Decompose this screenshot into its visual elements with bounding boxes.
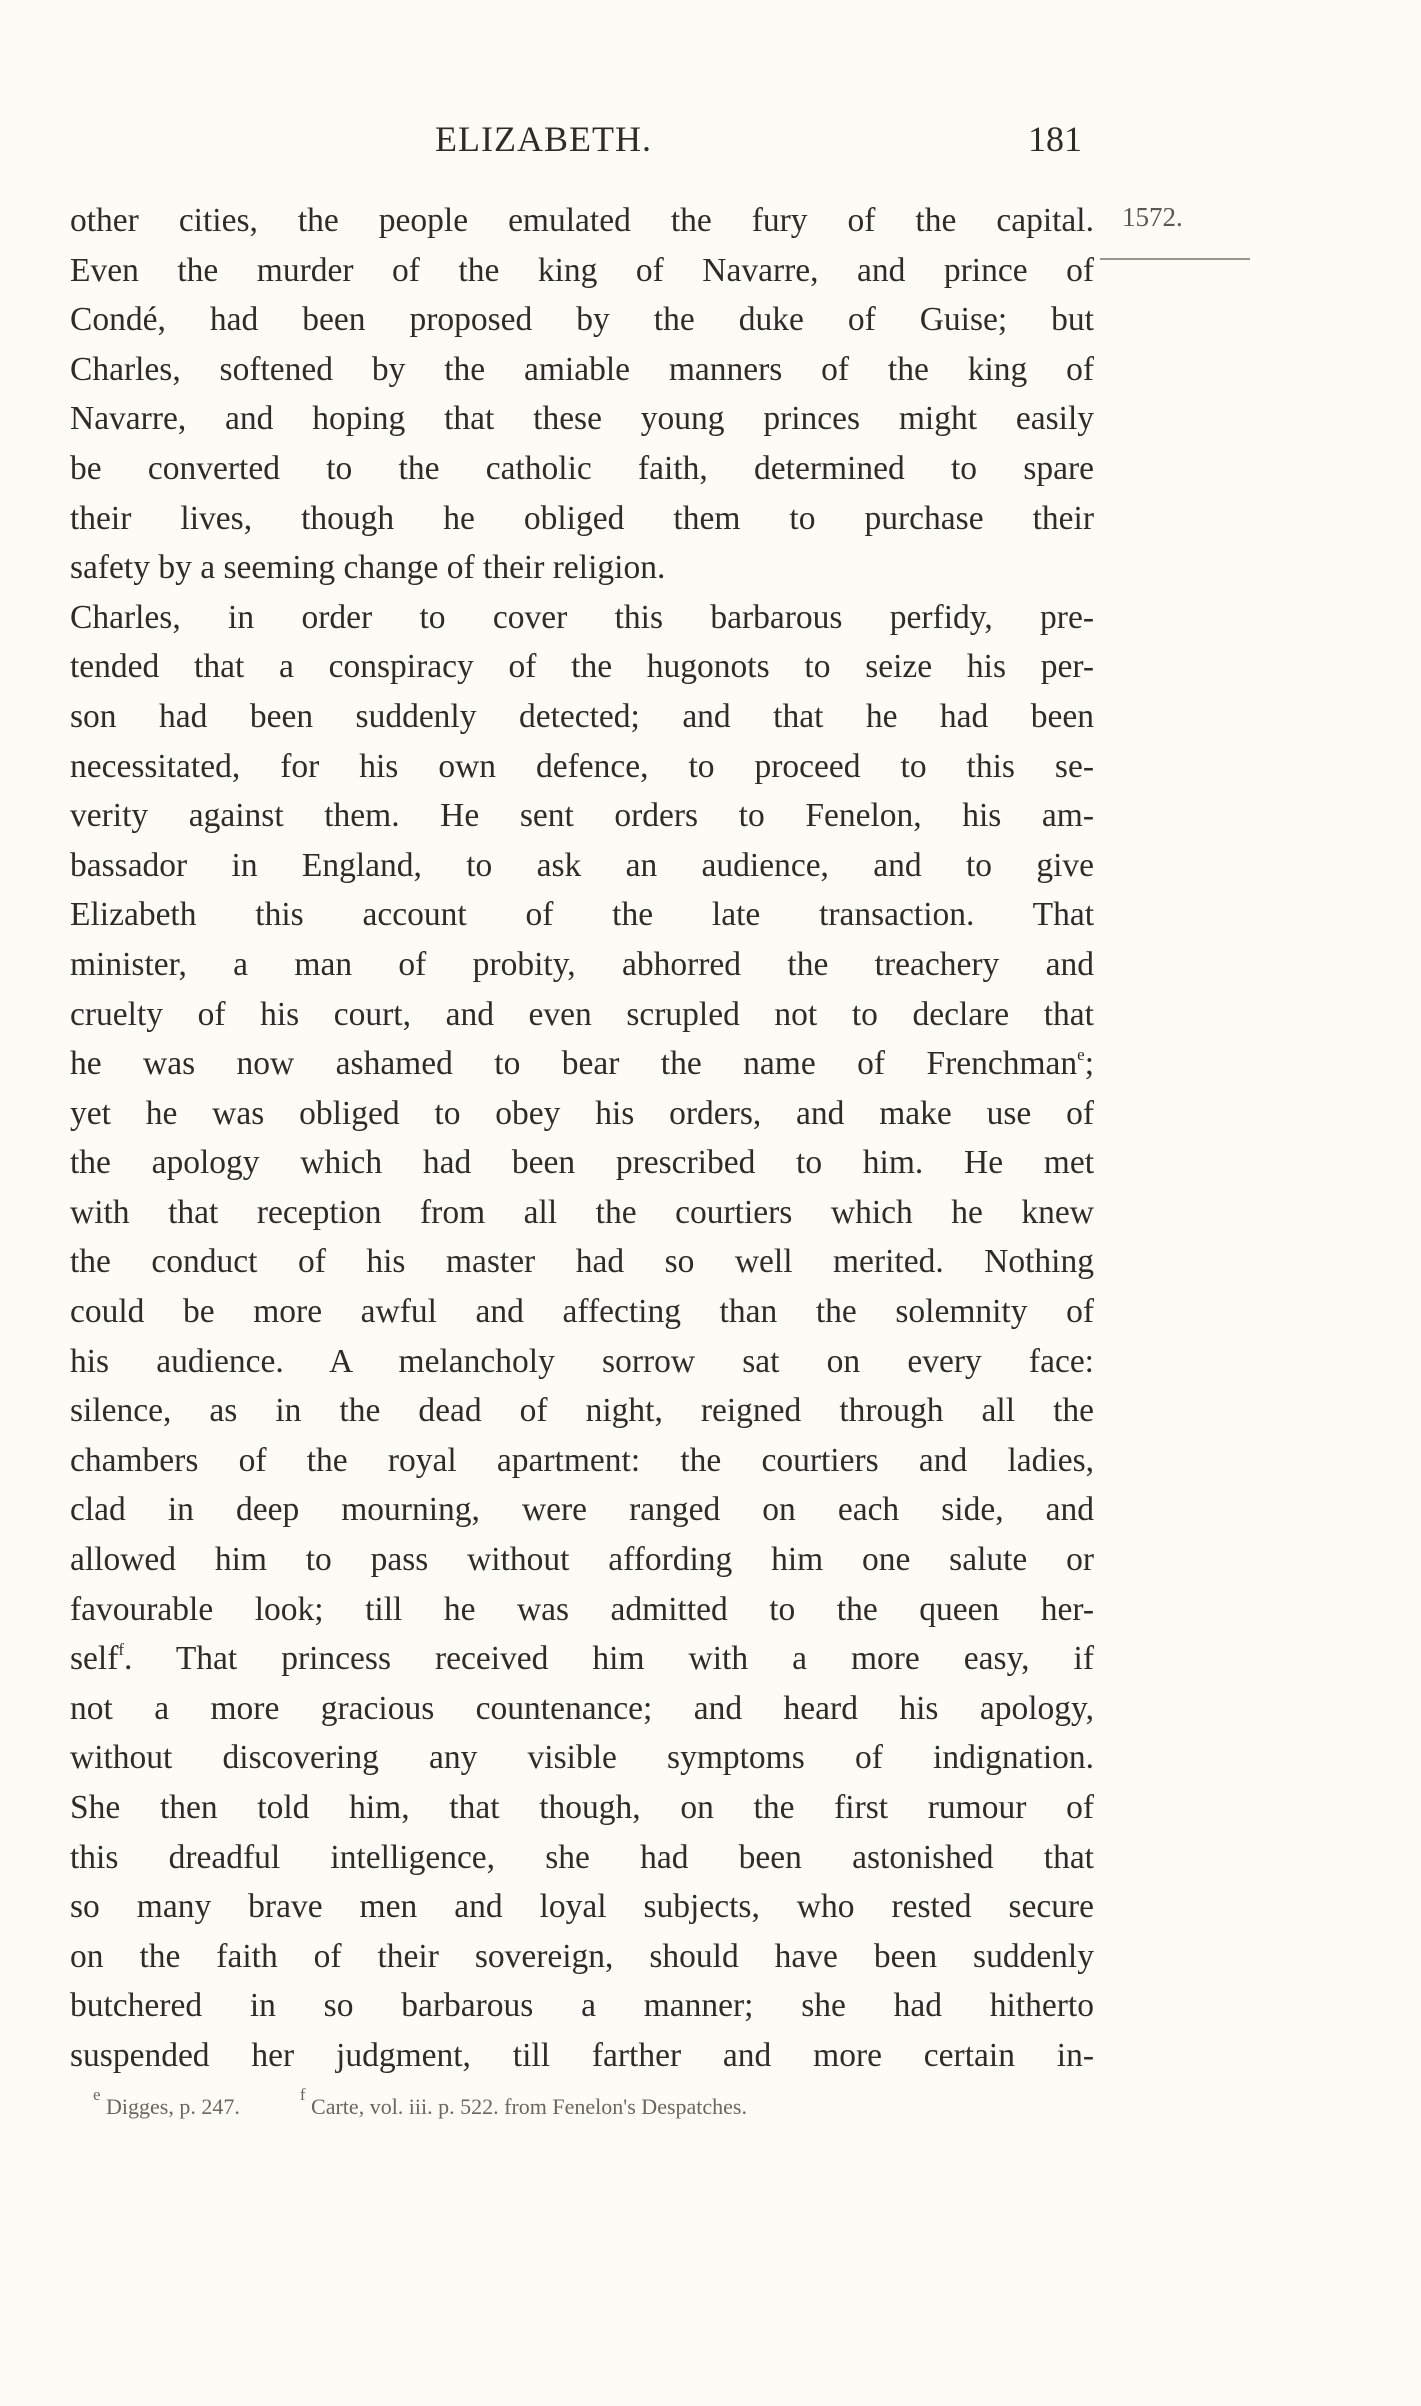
text-line — [70, 791, 1094, 841]
line-text: yet he was obliged to obey his orders, and make use of — [70, 1094, 1094, 1132]
line-text: be converted to the catholic faith, determined to spare — [70, 449, 1094, 487]
margin-rule — [1100, 258, 1250, 260]
line-text: son had been suddenly detected; and that he had been — [70, 697, 1094, 735]
text-line — [70, 394, 1094, 444]
text-line — [70, 196, 1094, 246]
text-line — [70, 841, 1094, 891]
line-text: with that reception from all the courtiers which he knew — [70, 1193, 1094, 1231]
text-line — [70, 494, 1094, 544]
page-header — [0, 118, 1421, 168]
footnote-text: Digges, p. 247. — [100, 2094, 240, 2119]
footnote-mark: f — [299, 2085, 306, 2104]
line-text: cruelty of his court, and even scrupled not to declare that — [70, 995, 1094, 1033]
body-text — [70, 196, 1094, 2081]
line-text: Even the murder of the king of Navarre, and prince of — [70, 251, 1094, 289]
text-line — [70, 1485, 1094, 1535]
line-text: on the faith of their sovereign, should have been suddenly — [70, 1937, 1094, 1975]
line-text: suspended her judgment, till farther and more certain in- — [70, 2036, 1094, 2074]
line-text: Charles, softened by the amiable manners of the king of — [70, 350, 1094, 388]
line-text: allowed him to pass without affording him one salute or — [70, 1541, 1094, 1579]
line-text: their lives, though he obliged them to purchase their — [70, 499, 1094, 537]
text-line — [70, 1684, 1094, 1734]
line-text: ; — [1084, 1045, 1094, 1083]
text-line — [70, 1932, 1094, 1982]
line-text: self — [70, 1640, 119, 1678]
footnote — [299, 2085, 747, 2119]
text-line — [70, 1089, 1094, 1139]
footnote-text: Carte, vol. iii. p. 522. from Fenelon's Despatches. — [305, 2094, 747, 2119]
text-line — [70, 543, 1094, 593]
text-line — [70, 1783, 1094, 1833]
line-text: his audience. A melancholy sorrow sat on every face: — [70, 1342, 1094, 1380]
text-line — [70, 1882, 1094, 1932]
text-line — [70, 295, 1094, 345]
text-line — [70, 2031, 1094, 2081]
text-line — [70, 940, 1094, 990]
text-line — [70, 742, 1094, 792]
text-line — [70, 1733, 1094, 1783]
line-text: the apology which had been prescribed to him. He met — [70, 1144, 1094, 1182]
line-text: without discovering any visible symptoms of indignation. — [70, 1739, 1094, 1777]
line-text: necessitated, for his own defence, to proceed to this se- — [70, 747, 1094, 785]
footnote — [93, 2085, 240, 2119]
line-text: this dreadful intelligence, she had been astonished that — [70, 1838, 1094, 1876]
line-text: chambers of the royal apartment: the courtiers and ladies, — [70, 1441, 1094, 1479]
footnotes — [93, 2085, 807, 2120]
text-line — [70, 593, 1094, 643]
line-text: tended that a conspiracy of the hugonots to seize his per- — [70, 648, 1094, 686]
page-number: 181 — [1028, 119, 1082, 159]
line-text: She then told him, that though, on the first rumour of — [70, 1789, 1094, 1826]
text-line — [70, 1981, 1094, 2031]
line-text: not a more gracious countenance; and heard his apology, — [70, 1689, 1094, 1727]
line-text: he was now ashamed to bear the name of Frenchman — [70, 1045, 1078, 1083]
footnote-reference: e — [1077, 1045, 1085, 1065]
text-line — [70, 246, 1094, 296]
footnote-mark: e — [93, 2085, 101, 2104]
text-line — [70, 345, 1094, 395]
text-line — [70, 1634, 1094, 1684]
text-line — [70, 642, 1094, 692]
line-text: could be more awful and affecting than the solemnity of — [70, 1293, 1094, 1331]
text-line — [70, 1833, 1094, 1883]
line-text: favourable look; till he was admitted to the queen her- — [70, 1590, 1094, 1628]
text-line — [70, 1188, 1094, 1238]
text-line — [70, 1386, 1094, 1436]
line-text: so many brave men and loyal subjects, who rested secure — [70, 1888, 1094, 1926]
line-text: safety by a seeming change of their religion. — [70, 549, 666, 587]
text-line — [70, 1337, 1094, 1387]
text-line — [70, 1436, 1094, 1486]
line-text: verity against them. He sent orders to Fenelon, his am- — [70, 797, 1094, 835]
text-line — [70, 1138, 1094, 1188]
line-text: other cities, the people emulated the fury of the capital. — [70, 202, 1094, 239]
text-line — [70, 444, 1094, 494]
margin-year-note: 1572. — [1122, 202, 1183, 232]
line-text: Navarre, and hoping that these young princes might easily — [70, 400, 1094, 438]
text-line — [70, 692, 1094, 742]
text-line — [70, 1237, 1094, 1287]
line-text: Charles, in order to cover this barbarous perfidy, pre- — [70, 598, 1094, 636]
line-text: butchered in so barbarous a manner; she had hitherto — [70, 1987, 1094, 2025]
line-text: bassador in England, to ask an audience, and to give — [70, 846, 1094, 884]
line-text: Condé, had been proposed by the duke of Guise; but — [70, 301, 1094, 339]
text-line — [70, 1535, 1094, 1585]
line-text: Elizabeth this account of the late transaction. That — [70, 896, 1094, 934]
text-line — [70, 1287, 1094, 1337]
line-text: . That princess received him with a more easy, if — [124, 1640, 1094, 1678]
line-text: the conduct of his master had so well merited. Nothing — [70, 1243, 1094, 1281]
text-line — [70, 990, 1094, 1040]
line-text: clad in deep mourning, were ranged on each side, and — [70, 1491, 1094, 1529]
text-line — [70, 1585, 1094, 1635]
line-text: minister, a man of probity, abhorred the treachery and — [70, 945, 1094, 983]
text-line — [70, 890, 1094, 940]
running-title: ELIZABETH. — [435, 119, 652, 159]
line-text: silence, as in the dead of night, reigned through all the — [70, 1392, 1094, 1430]
text-line — [70, 1039, 1094, 1089]
footnote-reference: f — [118, 1640, 125, 1660]
